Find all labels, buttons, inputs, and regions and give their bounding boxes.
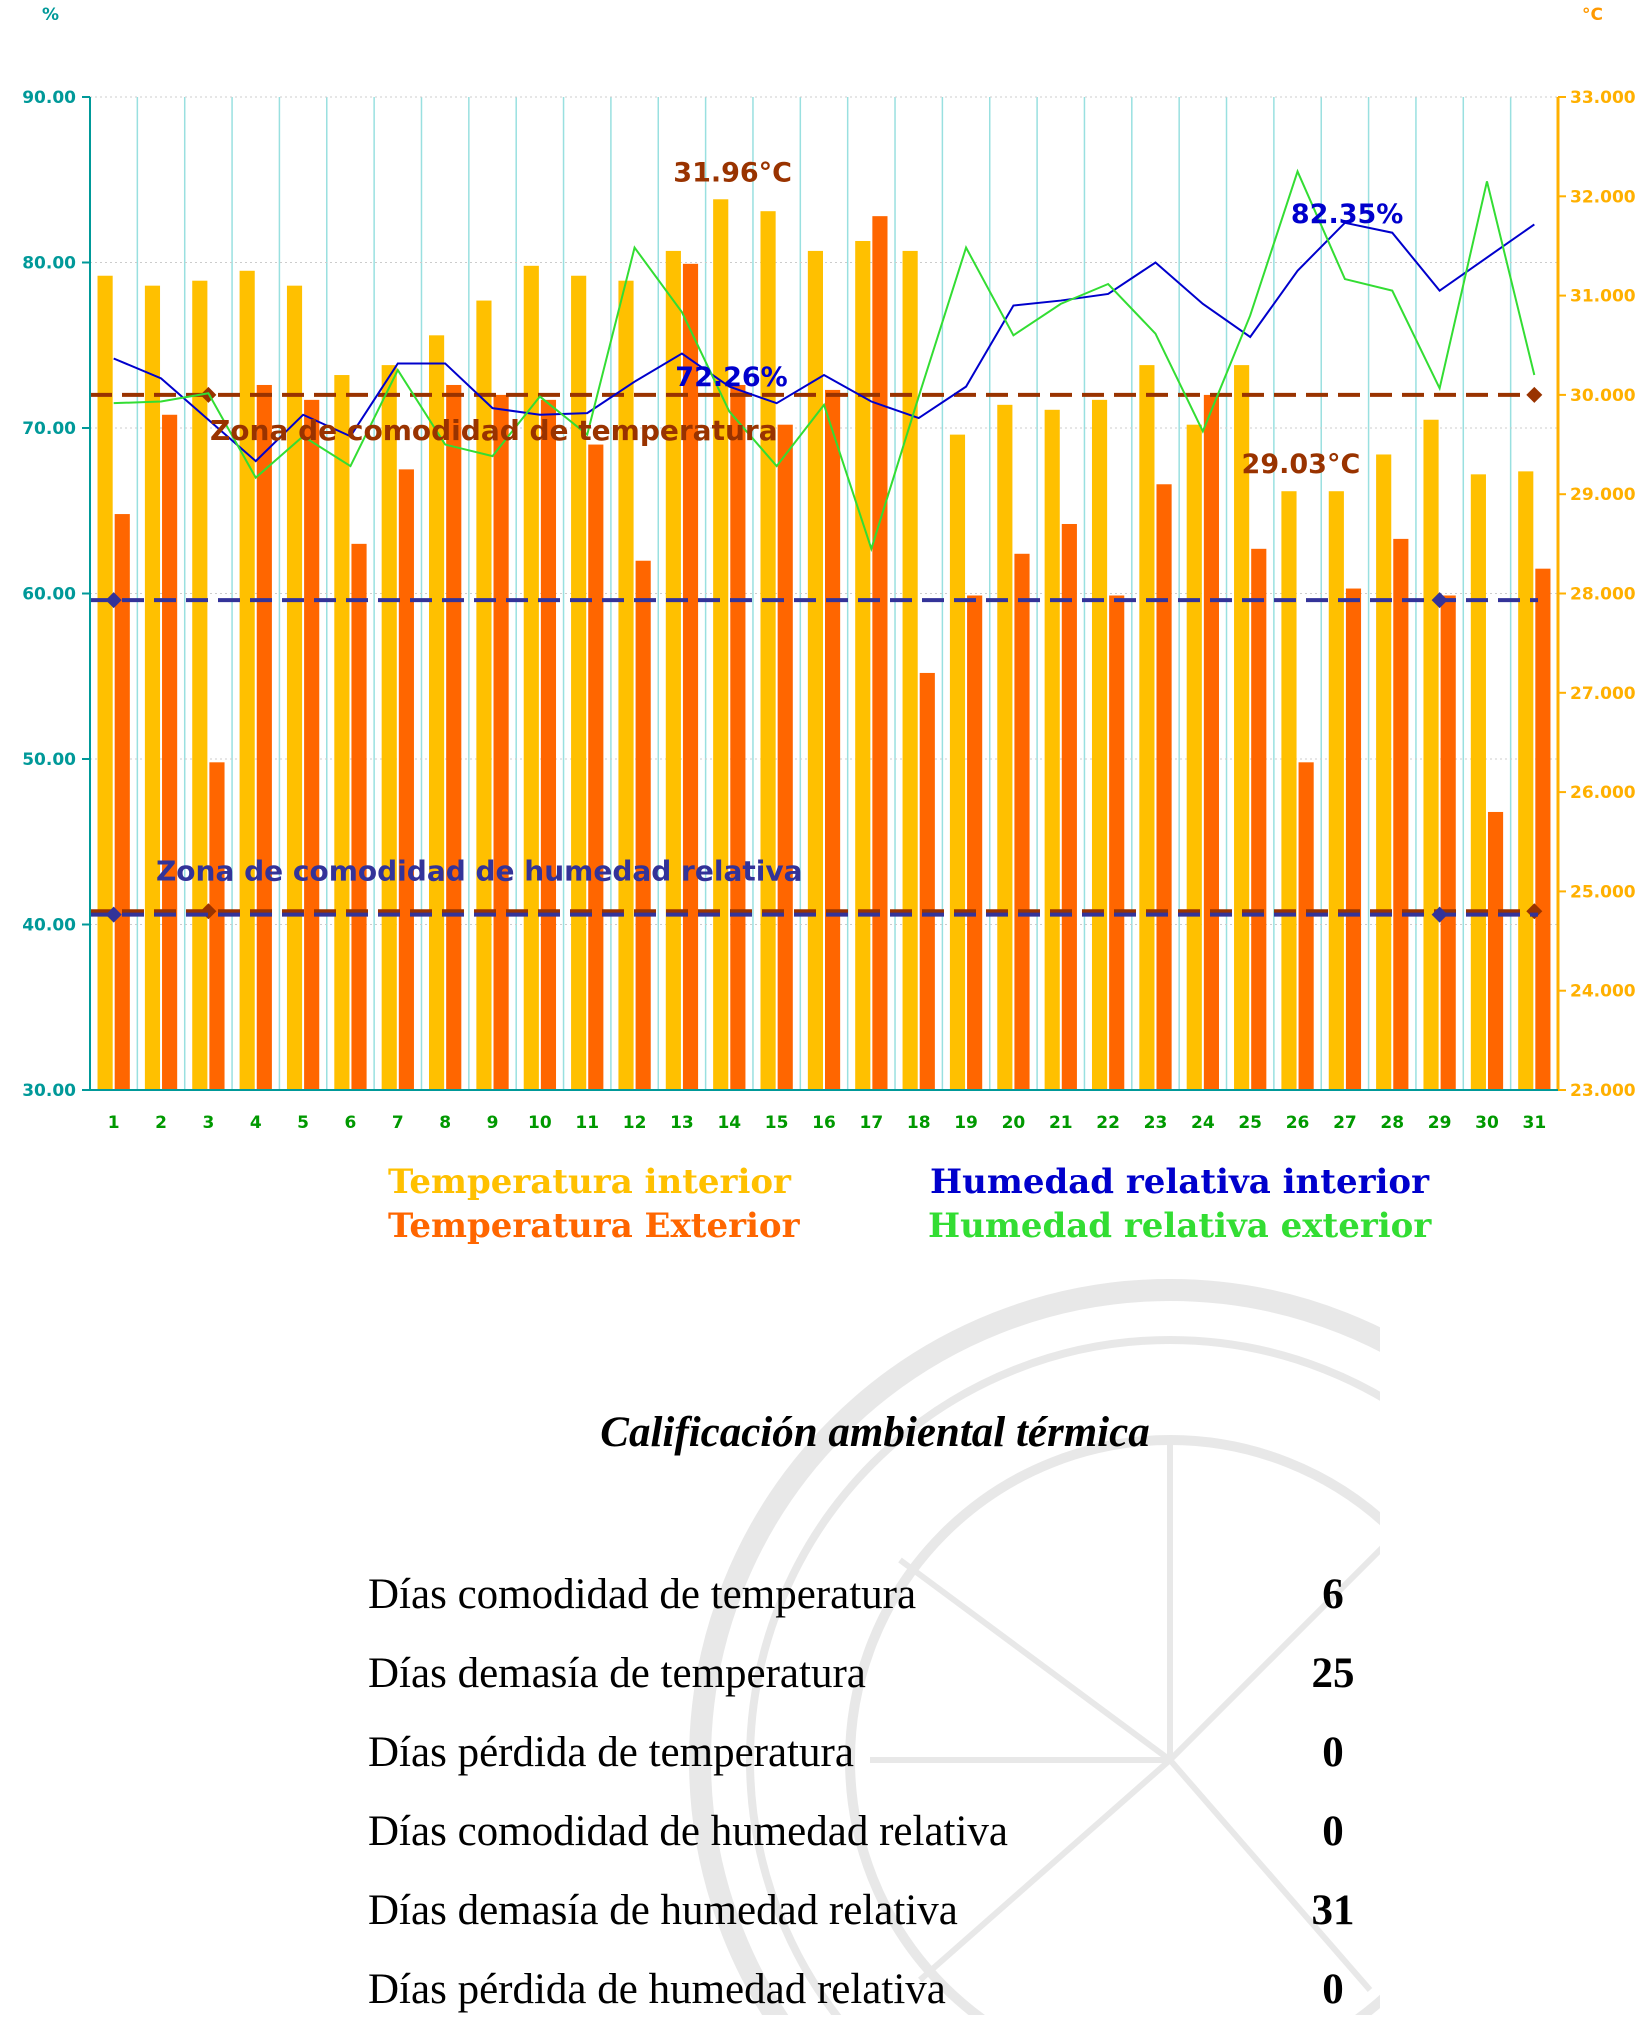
legend-hum-exterior: Humedad relativa exterior [928, 1206, 1432, 1246]
bar-temp-exterior [1488, 812, 1503, 1090]
x-tick-label: 25 [1238, 1113, 1263, 1133]
bar-temp-interior [713, 199, 728, 1090]
left-tick-label: 70.00 [22, 419, 76, 439]
right-tick-label: 27.000 [1570, 683, 1636, 704]
bar-temp-exterior [1251, 549, 1266, 1090]
right-axis-unit: °C [1582, 5, 1603, 25]
x-tick-label: 16 [812, 1113, 836, 1133]
x-tick-label: 8 [439, 1113, 452, 1133]
bar-temp-exterior [209, 762, 224, 1090]
bar-temp-interior [1423, 420, 1438, 1090]
bar-temp-interior [1045, 410, 1060, 1090]
bar-temp-exterior [967, 595, 982, 1090]
stat-label: Días pérdida de humedad relativa [368, 1966, 946, 2013]
bar-temp-exterior [162, 415, 177, 1090]
bar-temp-exterior [778, 425, 793, 1090]
bar-temp-interior [287, 286, 302, 1090]
x-tick-label: 13 [670, 1113, 694, 1133]
right-tick-label: 32.000 [1570, 187, 1636, 208]
bar-temp-exterior [541, 400, 556, 1090]
bar-temp-exterior [872, 216, 887, 1090]
right-tick-label: 30.000 [1570, 385, 1636, 406]
bar-temp-interior [1329, 491, 1344, 1090]
bar-temp-exterior [399, 469, 414, 1090]
left-tick-label: 50.00 [22, 750, 76, 770]
left-tick-label: 30.00 [22, 1081, 76, 1101]
bar-temp-interior [950, 435, 965, 1090]
x-tick-label: 17 [859, 1113, 884, 1133]
x-tick-label: 5 [297, 1113, 310, 1133]
right-tick-label: 28.000 [1570, 584, 1636, 605]
bar-temp-exterior [446, 385, 461, 1090]
x-tick-label: 26 [1285, 1113, 1310, 1133]
stat-label: Días demasía de humedad relativa [368, 1887, 958, 1934]
bar-temp-interior [145, 286, 160, 1090]
ref-label-temperature: Zona de comodidad de temperatura [210, 413, 778, 447]
stat-label: Días comodidad de humedad relativa [368, 1808, 1009, 1855]
bar-temp-interior [1092, 400, 1107, 1090]
stat-label: Días comodidad de temperatura [368, 1571, 917, 1618]
bar-temp-exterior [636, 561, 651, 1090]
data-annotation: 31.96°C [673, 157, 793, 189]
bar-temp-exterior [825, 390, 840, 1090]
bar-temp-interior [760, 211, 775, 1090]
x-tick-label: 1 [107, 1113, 120, 1133]
data-annotation: 29.03°C [1241, 449, 1361, 481]
x-tick-label: 10 [528, 1113, 552, 1133]
bar-temp-interior [997, 405, 1012, 1090]
stat-row [368, 1713, 1358, 1792]
bar-temp-interior [1376, 454, 1391, 1090]
x-tick-label: 29 [1427, 1113, 1452, 1133]
x-tick-label: 27 [1333, 1113, 1357, 1133]
right-tick-label: 25.000 [1570, 882, 1636, 903]
data-annotation: 82.35% [1290, 198, 1404, 230]
bar-temp-interior [855, 241, 870, 1090]
stat-row [368, 1555, 1358, 1634]
bar-temp-exterior [1299, 762, 1314, 1090]
left-tick-label: 60.00 [22, 584, 76, 605]
x-tick-label: 19 [954, 1113, 978, 1133]
bar-temp-exterior [588, 445, 603, 1090]
x-tick-label: 7 [391, 1113, 404, 1133]
bar-temp-exterior [1393, 539, 1408, 1090]
stat-value: 31 [1311, 1887, 1355, 1934]
x-tick-label: 23 [1143, 1113, 1168, 1133]
bar-temp-exterior [1109, 595, 1124, 1090]
bar-temp-interior [334, 375, 349, 1090]
stat-value: 6 [1322, 1571, 1344, 1618]
x-tick-label: 3 [202, 1113, 215, 1133]
bar-temp-interior [1471, 474, 1486, 1090]
stat-row [368, 1634, 1358, 1713]
x-tick-label: 28 [1380, 1113, 1405, 1133]
bar-temp-exterior [304, 400, 319, 1090]
bar-temp-interior [618, 281, 633, 1090]
stats-table [368, 1555, 1358, 2029]
x-tick-label: 9 [486, 1113, 499, 1133]
bar-temp-exterior [1346, 589, 1361, 1090]
bar-temp-exterior [730, 385, 745, 1090]
x-tick-label: 30 [1475, 1113, 1499, 1133]
right-tick-label: 23.000 [1570, 1081, 1636, 1101]
left-tick-label: 80.00 [22, 253, 76, 274]
stat-row [368, 1950, 1358, 2029]
bar-temp-interior [192, 281, 207, 1090]
bar-temp-interior [429, 335, 444, 1090]
bar-temp-interior [382, 365, 397, 1090]
x-tick-label: 14 [717, 1113, 742, 1133]
bar-temp-interior [524, 266, 539, 1090]
x-tick-label: 11 [575, 1113, 600, 1133]
bar-temp-exterior [494, 395, 509, 1090]
left-tick-label: 90.00 [22, 88, 76, 108]
x-tick-label: 21 [1048, 1113, 1073, 1133]
stat-label: Días pérdida de temperatura [368, 1729, 854, 1776]
bar-temp-exterior [1014, 554, 1029, 1090]
stat-value: 0 [1322, 1729, 1344, 1776]
bar-temp-interior [98, 276, 113, 1090]
stat-label: Días demasía de temperatura [368, 1650, 866, 1697]
stat-value: 25 [1311, 1650, 1355, 1697]
bar-temp-exterior [920, 673, 935, 1090]
right-tick-label: 26.000 [1570, 783, 1636, 804]
bar-temp-interior [571, 276, 586, 1090]
bar-temp-interior [1281, 491, 1296, 1090]
legend-hum-interior: Humedad relativa interior [930, 1162, 1429, 1202]
bar-temp-exterior [1156, 484, 1171, 1090]
right-tick-label: 29.000 [1570, 485, 1636, 506]
legend-temp-exterior: Temperatura Exterior [388, 1206, 800, 1246]
right-tick-label: 33.000 [1570, 88, 1636, 108]
x-tick-label: 2 [155, 1113, 167, 1133]
x-tick-label: 15 [764, 1113, 789, 1133]
x-tick-label: 31 [1522, 1113, 1547, 1133]
x-tick-label: 22 [1096, 1113, 1120, 1133]
x-tick-label: 24 [1191, 1113, 1215, 1133]
stat-value: 0 [1322, 1808, 1344, 1855]
right-tick-label: 24.000 [1570, 981, 1636, 1002]
x-tick-label: 4 [249, 1113, 262, 1133]
stat-row [368, 1871, 1358, 1950]
stat-value: 0 [1322, 1966, 1344, 2013]
bar-temp-exterior [351, 544, 366, 1090]
x-tick-label: 6 [344, 1113, 357, 1133]
legend-temp-interior: Temperatura interior [388, 1162, 791, 1202]
bar-temp-interior [1187, 425, 1202, 1090]
data-annotation: 72.26% [675, 361, 788, 393]
x-tick-label: 20 [1001, 1113, 1026, 1133]
x-tick-label: 12 [622, 1113, 647, 1133]
bar-temp-exterior [1535, 569, 1550, 1090]
bar-temp-exterior [257, 385, 272, 1090]
stat-row [368, 1792, 1358, 1871]
bar-temp-exterior [1062, 524, 1077, 1090]
bar-temp-interior [1518, 471, 1533, 1090]
bar-temp-exterior [1204, 395, 1219, 1090]
left-axis-unit: % [42, 5, 60, 25]
left-tick-label: 40.00 [22, 915, 76, 936]
x-tick-label: 18 [906, 1113, 931, 1133]
ref-marker [1526, 387, 1542, 403]
ref-label-humidity: Zona de comodidad de humedad relativa [156, 854, 803, 888]
bar-temp-interior [1139, 365, 1154, 1090]
page-title: Calificación ambiental térmica [600, 1409, 1150, 1456]
right-tick-label: 31.000 [1570, 286, 1636, 307]
bar-temp-exterior [1441, 595, 1456, 1090]
bar-temp-interior [903, 251, 918, 1090]
